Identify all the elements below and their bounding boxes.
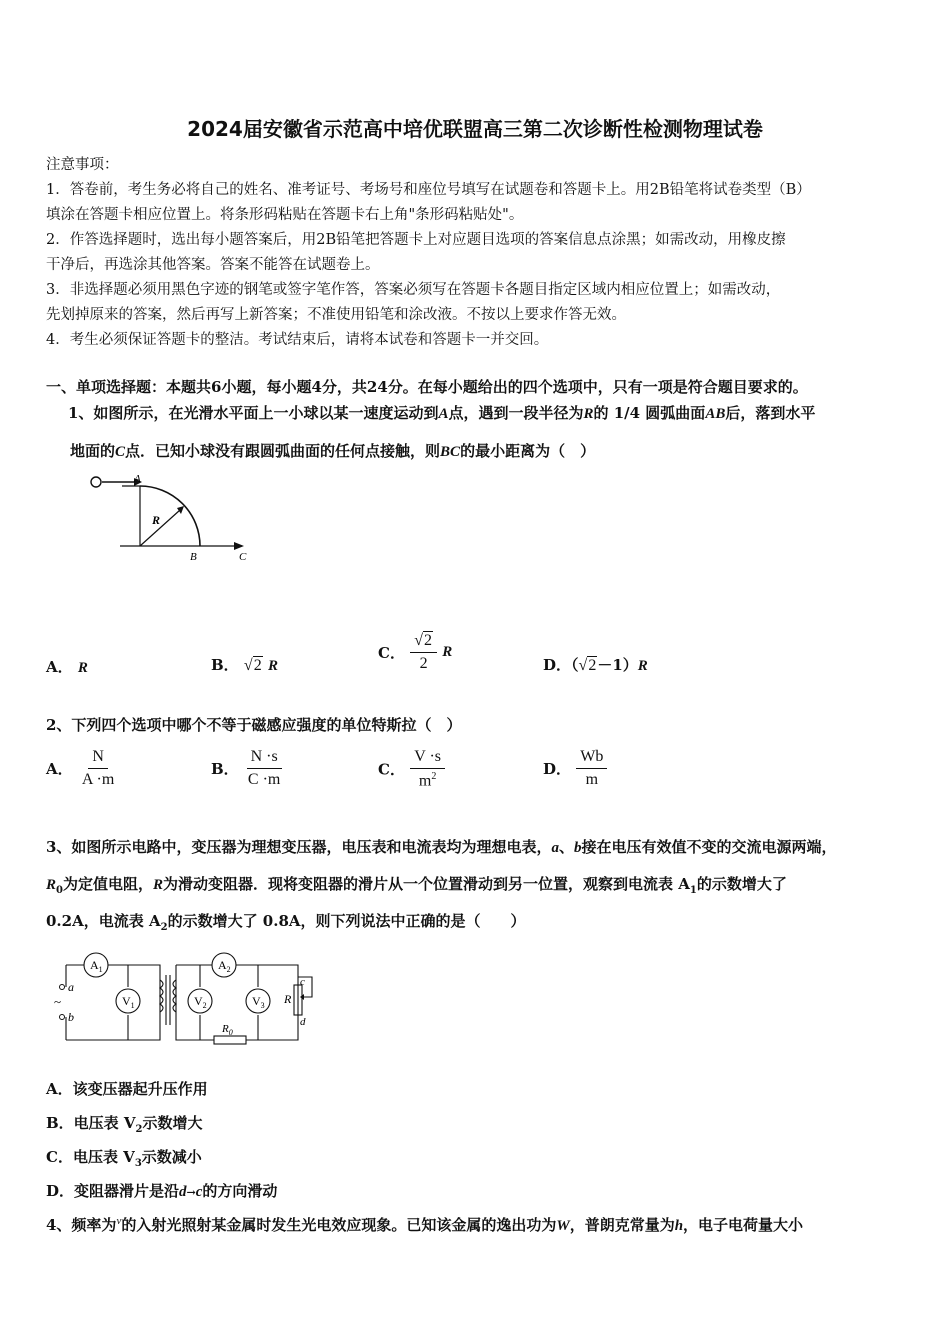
label-R: R	[152, 513, 161, 527]
q1-option-a[interactable]: A． R	[46, 658, 88, 676]
q1-figure	[82, 468, 262, 568]
q3-circuit-figure	[50, 945, 340, 1050]
label-d: d	[300, 1016, 306, 1028]
ac-symbol: ~	[54, 994, 62, 1009]
note-line: 先划掉原来的答案，然后再写上新答案；不准使用铅笔和涂改液。不按以上要求作答无效。	[46, 307, 626, 323]
note-line: 1．答卷前，考生务必将自己的姓名、准考证号、考场号和座位号填写在试题卷和答题卡上。用2B铅笔将试卷类型（B）	[46, 182, 811, 198]
label-v2: $V_2$	[194, 994, 207, 1010]
label-r: R	[284, 992, 292, 1006]
label-a2: $A_2$	[218, 958, 231, 974]
q3-stem-line2: $R_0$为定值电阻，R为滑动变阻器．现将变阻器的滑片从一个位置滑动到另一位置，观察到电流表 $A_1$的示数增大了	[46, 875, 787, 896]
q1-stem-line2: 地面的C点．已知小球没有跟圆弧曲面的任何点接触，则BC的最小距离为（ ）	[70, 442, 596, 460]
note-line: 填涂在答题卡相应位置上。将条形码粘贴在答题卡右上角"条形码粘贴处"。	[46, 207, 524, 223]
note-line: 2．作答选择题时，选出每小题答案后，用2B铅笔把答题卡上对应题目选项的答案信息点涂黑；如需改动，用橡皮擦	[46, 232, 786, 248]
section-heading: 一、单项选择题：本题共6小题，每小题4分，共24分。在每小题给出的四个选项中，只有一项是符合题目要求的。	[46, 378, 808, 396]
label-r0: $R_0$	[222, 1023, 233, 1037]
q1-option-c[interactable]: C． $\frac{√2}{2}$ R	[378, 632, 453, 672]
q3-stem-line1: 3、如图所示电路中，变压器为理想变压器，电压表和电流表均为理想电表，a、b接在电压有效值不变的交流电源两端，	[46, 838, 837, 856]
radius-arrow-head	[177, 506, 184, 514]
q1-stem-line1: 1、如图所示，在光滑水平面上一小球以某一速度运动到A点，遇到一段半径为R的 1/4 圆弧曲面AB后，落到水平	[68, 404, 816, 422]
q2-option-c[interactable]: C． $\frac{V \cdot s}{m^2}$	[378, 748, 445, 790]
label-c: c	[300, 976, 305, 988]
q3-option-d[interactable]: D．变阻器滑片是沿d→c的方向滑动	[46, 1182, 278, 1200]
q1-option-d[interactable]: D．（√2－1）R	[543, 656, 648, 674]
sqrt-symbol: √2	[243, 657, 262, 674]
label-a1: $A_1$	[90, 958, 103, 974]
note-line: 3．非选择题必须用黑色字迹的钢笔或签字笔作答，答案必须写在答题卡各题目指定区域内相应位置上；如需改动，	[46, 282, 781, 298]
q3-stem-line3: 0.2A，电流表 $A_2$的示数增大了 0.8A，则下列说法中正确的是（ ）	[46, 912, 526, 933]
label-a: a	[68, 980, 74, 994]
q3-option-b[interactable]: B．电压表 $V_2$示数增大	[46, 1114, 203, 1135]
note-line: 干净后，再选涂其他答案。答案不能答在试题卷上。	[46, 257, 380, 273]
label-v3: $V_3$	[252, 994, 265, 1010]
label-v1: $V_1$	[122, 994, 135, 1010]
note-line: 4．考生必须保证答题卡的整洁。考试结束后，请将本试卷和答题卡一并交回。	[46, 332, 549, 348]
notes-header: 注意事项：	[46, 157, 119, 173]
fraction: $\frac{√2}{2}$	[410, 632, 437, 673]
terminal-a	[60, 985, 65, 990]
q2-stem: 2、下列四个选项中哪个不等于磁感应强度的单位特斯拉（ ）	[46, 716, 462, 734]
page-title: 2024届安徽省示范高中培优联盟高三第二次诊断性检测物理试卷	[187, 117, 763, 141]
q3-option-a[interactable]: A．该变压器起升压作用	[46, 1080, 208, 1098]
q2-option-d[interactable]: D． $\frac{Wb}{m}$	[543, 748, 607, 789]
label-C: C	[239, 551, 247, 563]
q3-option-c[interactable]: C．电压表 $V_3$示数减小	[46, 1148, 202, 1169]
arc-surface	[140, 486, 200, 546]
ball-icon	[91, 477, 101, 487]
terminal-b	[60, 1015, 65, 1020]
q4-stem: 4、频率为$^\nu$的入射光照射某金属时发生光电效应现象。已知该金属的逸出功为W，普朗克常量为h，电子电荷量大小	[46, 1215, 804, 1234]
label-A: A	[134, 473, 141, 485]
label-B: B	[190, 551, 197, 563]
ground-arrow-head	[234, 542, 244, 550]
q2-option-b[interactable]: B． $\frac{N \cdot s}{C \cdot m}$	[211, 748, 281, 788]
q1-option-b[interactable]: B． √2 R	[211, 656, 278, 674]
q2-option-a[interactable]: A． $\frac{N}{A \cdot m}$	[46, 748, 115, 788]
label-b: b	[68, 1010, 74, 1024]
